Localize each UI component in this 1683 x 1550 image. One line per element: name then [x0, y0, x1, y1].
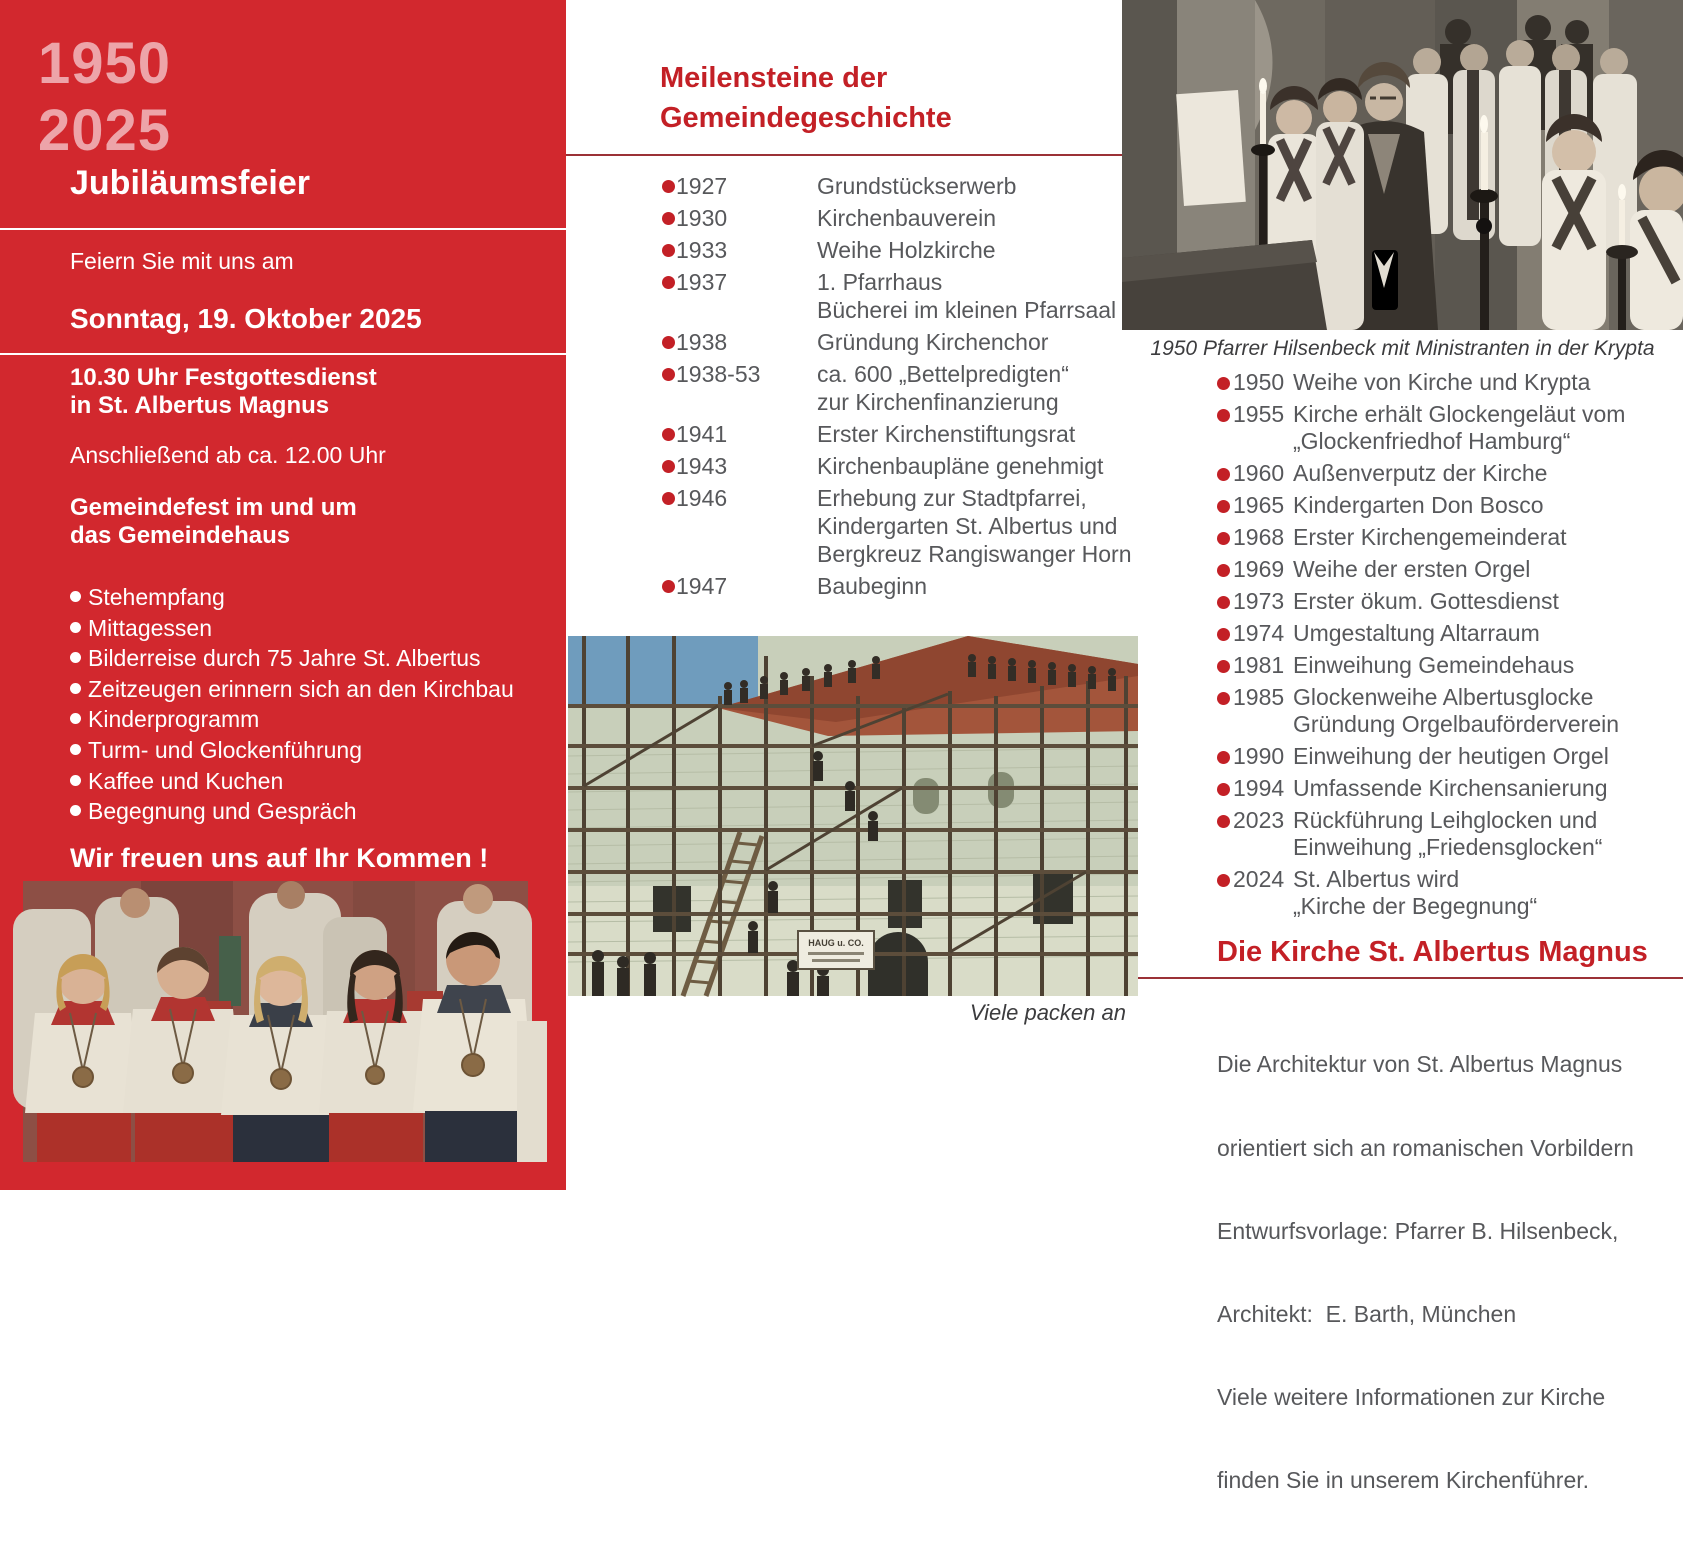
timeline-entry — [1217, 524, 1667, 551]
bullet-icon — [70, 744, 81, 755]
timeline-entry — [662, 328, 1132, 356]
bullet-icon — [70, 591, 81, 602]
milestones-heading: Meilensteine der Gemeindegeschichte — [660, 62, 952, 134]
timeline-text: Weihe von Kirche und Krypta — [1293, 369, 1591, 395]
year-1950: 1950 — [38, 31, 172, 96]
timeline-year: 1943 — [676, 453, 728, 479]
timeline-text: Weihe Holzkirche — [817, 237, 996, 263]
timeline-year: 1937 — [676, 269, 728, 295]
program-list — [70, 584, 514, 829]
bullet-icon — [1217, 660, 1230, 673]
timeline-text: Kirche erhält Glockengeläut vom „Glockenfriedhof Hamburg“ — [1293, 401, 1626, 454]
list-item: Kaffee und Kuchen — [70, 768, 514, 799]
timeline-text: Umgestaltung Altarraum — [1293, 620, 1540, 646]
timeline-entry — [1217, 460, 1667, 487]
timeline-entry — [1217, 492, 1667, 519]
anniversary-years — [38, 30, 171, 164]
ministrants-photo-illustration — [23, 881, 528, 1162]
timeline-text: Glockenweihe Albertusglocke Gründung Orgelbauförderverein — [1293, 684, 1620, 737]
service-time: 10.30 Uhr Festgottesdienst — [70, 364, 377, 391]
timeline-entry — [1217, 556, 1667, 583]
timeline-entry — [662, 452, 1132, 480]
timeline-entry — [1217, 684, 1667, 738]
divider-line — [0, 228, 566, 230]
fest-info: Gemeindefest im und um das Gemeindehaus — [70, 494, 357, 549]
timeline-entry — [662, 268, 1132, 324]
bullet-icon — [1217, 468, 1230, 481]
bullet-icon — [662, 180, 675, 193]
timeline-year: 1968 — [1233, 524, 1285, 550]
list-item: Turm- und Glockenführung — [70, 737, 514, 768]
timeline-text: 1. Pfarrhaus Bücherei im kleinen Pfarrsaal — [817, 269, 1117, 323]
timeline-entry — [1217, 620, 1667, 647]
timeline-year: 1946 — [676, 485, 728, 511]
timeline-text: Rückführung Leihglocken und Einweihung „Friedensglocken“ — [1293, 807, 1603, 860]
timeline-year: 1973 — [1233, 588, 1285, 614]
list-item: Kinderprogramm — [70, 706, 514, 737]
timeline-early — [662, 172, 1132, 604]
timeline-entry — [1217, 401, 1667, 455]
bullet-icon — [662, 276, 675, 289]
timeline-text: Kindergarten Don Bosco — [1293, 492, 1544, 518]
bullet-icon — [1217, 783, 1230, 796]
timeline-year: 1941 — [676, 421, 728, 447]
timeline-year: 1974 — [1233, 620, 1285, 646]
invite-line: Feiern Sie mit uns am — [70, 248, 294, 274]
timeline-text: ca. 600 „Bettelpredigten“ zur Kirchenfinanzierung — [817, 361, 1069, 415]
bullet-icon — [1217, 564, 1230, 577]
timeline-year: 2024 — [1233, 866, 1285, 892]
timeline-entry — [1217, 652, 1667, 679]
timeline-text: Baubeginn — [817, 573, 927, 599]
timeline-year: 1955 — [1233, 401, 1285, 427]
bullet-icon — [1217, 377, 1230, 390]
timeline-entry — [662, 484, 1132, 568]
timeline-text: Erster ökum. Gottesdienst — [1293, 588, 1559, 614]
timeline-entry — [1217, 588, 1667, 615]
photo-ministrants-group — [23, 881, 528, 1162]
timeline-year: 2023 — [1233, 807, 1285, 833]
timeline-entry — [1217, 775, 1667, 802]
service-place: in St. Albertus Magnus — [70, 392, 330, 419]
krypta-photo-caption: 1950 Pfarrer Hilsenbeck mit Ministranten in der Krypta — [1150, 337, 1655, 360]
bullet-icon — [1217, 628, 1230, 641]
bullet-icon — [662, 492, 675, 505]
bullet-icon — [1217, 692, 1230, 705]
timeline-entry — [662, 572, 1132, 600]
timeline-year: 1927 — [676, 173, 728, 199]
bullet-icon — [1217, 596, 1230, 609]
timeline-entry — [662, 236, 1132, 264]
list-item: Bilderreise durch 75 Jahre St. Albertus — [70, 645, 514, 676]
timeline-entry — [662, 172, 1132, 200]
bullet-icon — [70, 652, 81, 663]
bullet-icon — [662, 460, 675, 473]
list-item: Mittagessen — [70, 615, 514, 646]
timeline-text: Erhebung zur Stadtpfarrei, Kindergarten St. Albertus und Bergkreuz Rangiswanger Horn — [817, 485, 1132, 567]
service-info — [70, 364, 377, 420]
timeline-year: 1938-53 — [676, 361, 761, 387]
timeline-entry — [662, 420, 1132, 448]
list-item: Stehempfang — [70, 584, 514, 615]
section-rule — [1138, 977, 1683, 979]
photo-church-construction — [568, 636, 1138, 996]
panel-title: Jubiläumsfeier — [70, 164, 310, 202]
list-item: Begegnung und Gespräch — [70, 798, 514, 829]
timeline-entry — [1217, 866, 1667, 920]
church-section-heading: Die Kirche St. Albertus Magnus — [1217, 936, 1648, 968]
bullet-icon — [662, 368, 675, 381]
bullet-icon — [1217, 751, 1230, 764]
timeline-text: Grundstückserwerb — [817, 173, 1017, 199]
photo-krypta-1950 — [1122, 0, 1683, 330]
timeline-year: 1933 — [676, 237, 728, 263]
timeline-text: Erster Kirchenstiftungsrat — [817, 421, 1076, 447]
bullet-icon — [662, 428, 675, 441]
timeline-year: 1985 — [1233, 684, 1285, 710]
left-red-panel — [0, 0, 566, 1190]
timeline-year: 1981 — [1233, 652, 1285, 678]
timeline-text: Umfassende Kirchensanierung — [1293, 775, 1608, 801]
closing-line: Wir freuen uns auf Ihr Kommen ! — [70, 843, 489, 873]
list-item: Zeitzeugen erinnern sich an den Kirchbau — [70, 676, 514, 707]
timeline-text: Gründung Kirchenchor — [817, 329, 1049, 355]
bullet-icon — [70, 775, 81, 786]
construction-sign-text: HAUG u. CO. — [808, 938, 864, 948]
timeline-text: Außenverputz der Kirche — [1293, 460, 1548, 486]
bullet-icon — [1217, 815, 1230, 828]
bullet-icon — [70, 713, 81, 724]
construction-photo-illustration — [568, 636, 1138, 996]
bullet-icon — [1217, 409, 1230, 422]
construction-photo-caption: Viele packen an — [969, 1000, 1126, 1025]
timeline-entry — [1217, 369, 1667, 396]
bullet-icon — [70, 622, 81, 633]
timeline-year: 1994 — [1233, 775, 1285, 801]
timeline-text: Einweihung der heutigen Orgel — [1293, 743, 1609, 769]
timeline-year: 1960 — [1233, 460, 1285, 486]
timeline-year: 1990 — [1233, 743, 1285, 769]
timeline-year: 1969 — [1233, 556, 1285, 582]
timeline-text: Kirchenbaupläne genehmigt — [817, 453, 1104, 479]
bullet-icon — [662, 336, 675, 349]
timeline-text: St. Albertus wird „Kirche der Begegnung“ — [1293, 866, 1538, 919]
bullet-icon — [662, 212, 675, 225]
krypta-photo-illustration — [1122, 0, 1683, 330]
timeline-year: 1947 — [676, 573, 728, 599]
bullet-icon — [1217, 500, 1230, 513]
timeline-year: 1938 — [676, 329, 728, 355]
year-2025: 2025 — [38, 98, 172, 163]
bullet-icon — [662, 580, 675, 593]
after-line: Anschließend ab ca. 12.00 Uhr — [70, 442, 386, 468]
bullet-icon — [1217, 874, 1230, 887]
bullet-icon — [70, 805, 81, 816]
event-date: Sonntag, 19. Oktober 2025 — [70, 303, 422, 334]
timeline-entry — [1217, 743, 1667, 770]
church-description: Die Architektur von St. Albertus Magnus orientiert sich an romanischen Vorbildern Entwurfsvorlage: Pfarrer B. Hilsenbeck, Architekt: E. Barth, München Viele weitere Informationen zur Kirche finden Sie in unserem Kirchenführer. — [1217, 1051, 1634, 1493]
timeline-text: Weihe der ersten Orgel — [1293, 556, 1531, 582]
timeline-text: Erster Kirchengemeinderat — [1293, 524, 1567, 550]
timeline-year: 1950 — [1233, 369, 1285, 395]
timeline-year: 1965 — [1233, 492, 1285, 518]
timeline-entry — [1217, 807, 1667, 861]
bullet-icon — [662, 244, 675, 257]
timeline-entry — [662, 360, 1132, 416]
timeline-text: Einweihung Gemeindehaus — [1293, 652, 1575, 678]
divider-line — [0, 353, 566, 355]
timeline-entry — [662, 204, 1132, 232]
bullet-icon — [1217, 532, 1230, 545]
timeline-text: Kirchenbauverein — [817, 205, 997, 231]
timeline-year: 1930 — [676, 205, 728, 231]
heading-rule — [566, 154, 1122, 156]
bullet-icon — [70, 683, 81, 694]
timeline-recent — [1217, 369, 1667, 925]
